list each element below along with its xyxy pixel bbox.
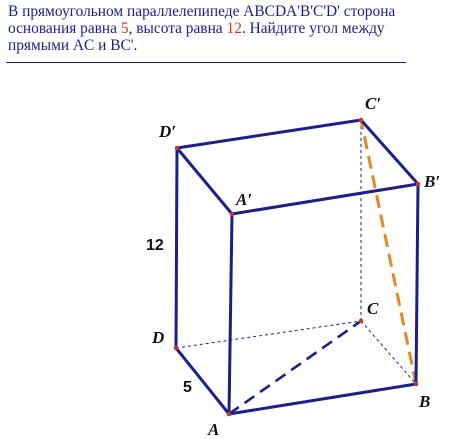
label-d1: D′ xyxy=(159,122,177,141)
problem-part2: , высота равна xyxy=(128,20,227,37)
label-b1: B′ xyxy=(424,172,441,191)
vertex-d1 xyxy=(175,146,180,151)
problem-part3: . Найдите угол между прямыми AC и BC'. xyxy=(8,20,385,54)
vertex-b1 xyxy=(416,182,421,187)
vertex-c xyxy=(359,319,364,324)
problem-part1: В прямоугольном параллелепипеде ABCDA'B'C'D' сторона основания равна xyxy=(8,3,396,37)
label-a1: A′ xyxy=(236,190,253,209)
hidden-edge-dc xyxy=(176,321,361,348)
base-value: 5 xyxy=(120,20,129,37)
label-d: D xyxy=(152,328,165,347)
edge-b1c1 xyxy=(361,120,418,184)
diagonal-bc1 xyxy=(361,120,416,384)
label-c1: C′ xyxy=(365,94,382,113)
edge-c1d1 xyxy=(177,120,361,148)
vertex-c1 xyxy=(359,118,364,123)
height-value: 12 xyxy=(226,20,242,37)
edge-dd1 xyxy=(176,148,177,348)
label-c: C xyxy=(367,299,379,318)
dimension-height: 12 xyxy=(146,237,164,254)
edge-bb1 xyxy=(416,184,418,384)
diagonal-ac xyxy=(229,321,361,414)
edge-aa1 xyxy=(229,214,232,414)
vertex-a1 xyxy=(230,212,235,217)
vertex-d xyxy=(174,346,179,351)
edge-d1a1 xyxy=(177,148,232,214)
hidden-edge-cb xyxy=(361,321,416,384)
vertex-a xyxy=(227,412,232,417)
label-a: A xyxy=(208,420,220,439)
label-b: B xyxy=(419,392,431,411)
vertex-b xyxy=(414,382,419,387)
edge-a1b1 xyxy=(232,184,418,214)
edge-ab xyxy=(229,384,416,414)
dimension-base: 5 xyxy=(183,379,192,396)
